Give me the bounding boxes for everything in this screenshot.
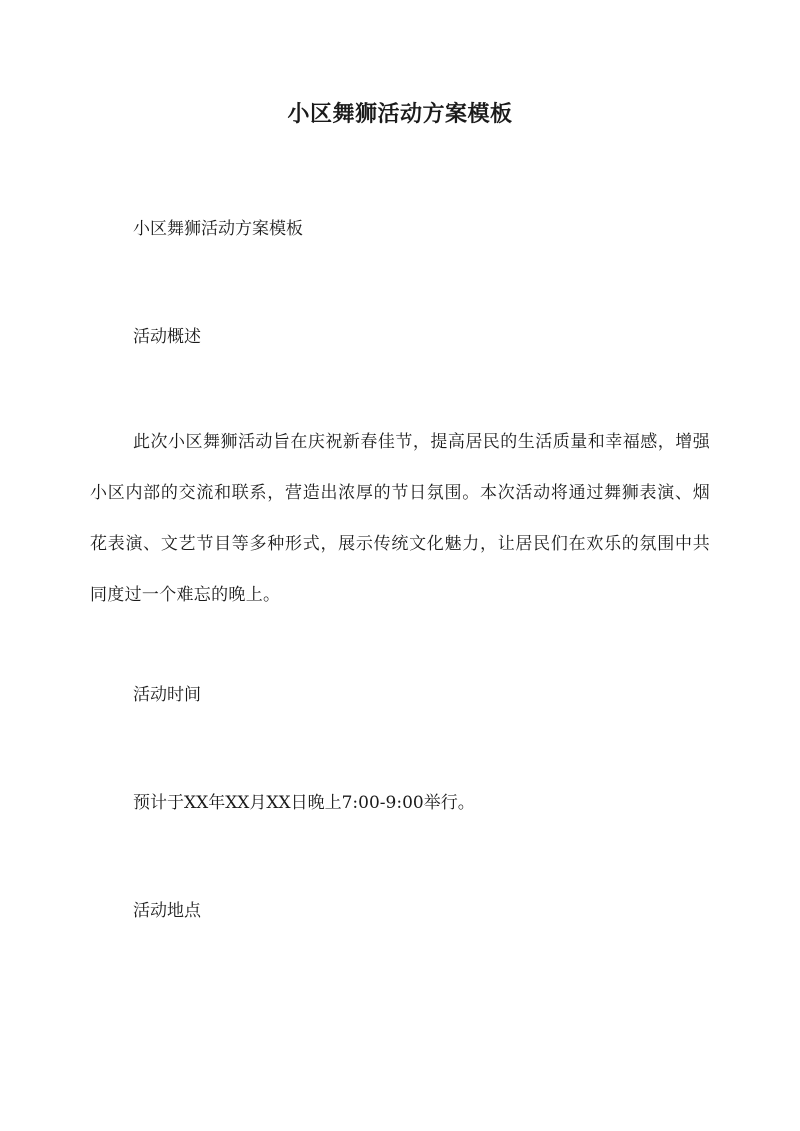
document-subtitle: 小区舞狮活动方案模板 — [133, 219, 303, 239]
section-body-time: 预计于XX年XX月XX日晚上7:00-9:00举行。 — [133, 793, 475, 813]
document-title: 小区舞狮活动方案模板 — [287, 101, 513, 127]
section-body-overview: 此次小区舞狮活动旨在庆祝新春佳节，提高居民的生活质量和幸福感，增强小区内部的交流和联系，营造出浓厚的节日氛围。本次活动将通过舞狮表演、烟花表演、文艺节目等多种形式，展示传统文化魅力，让居民们在欢乐的氛围中共同度过一个难忘的晚上。 — [90, 432, 710, 605]
section-heading-time: 活动时间 — [133, 685, 201, 705]
section-heading-location: 活动地点 — [133, 901, 201, 921]
section-heading-overview: 活动概述 — [133, 327, 201, 347]
